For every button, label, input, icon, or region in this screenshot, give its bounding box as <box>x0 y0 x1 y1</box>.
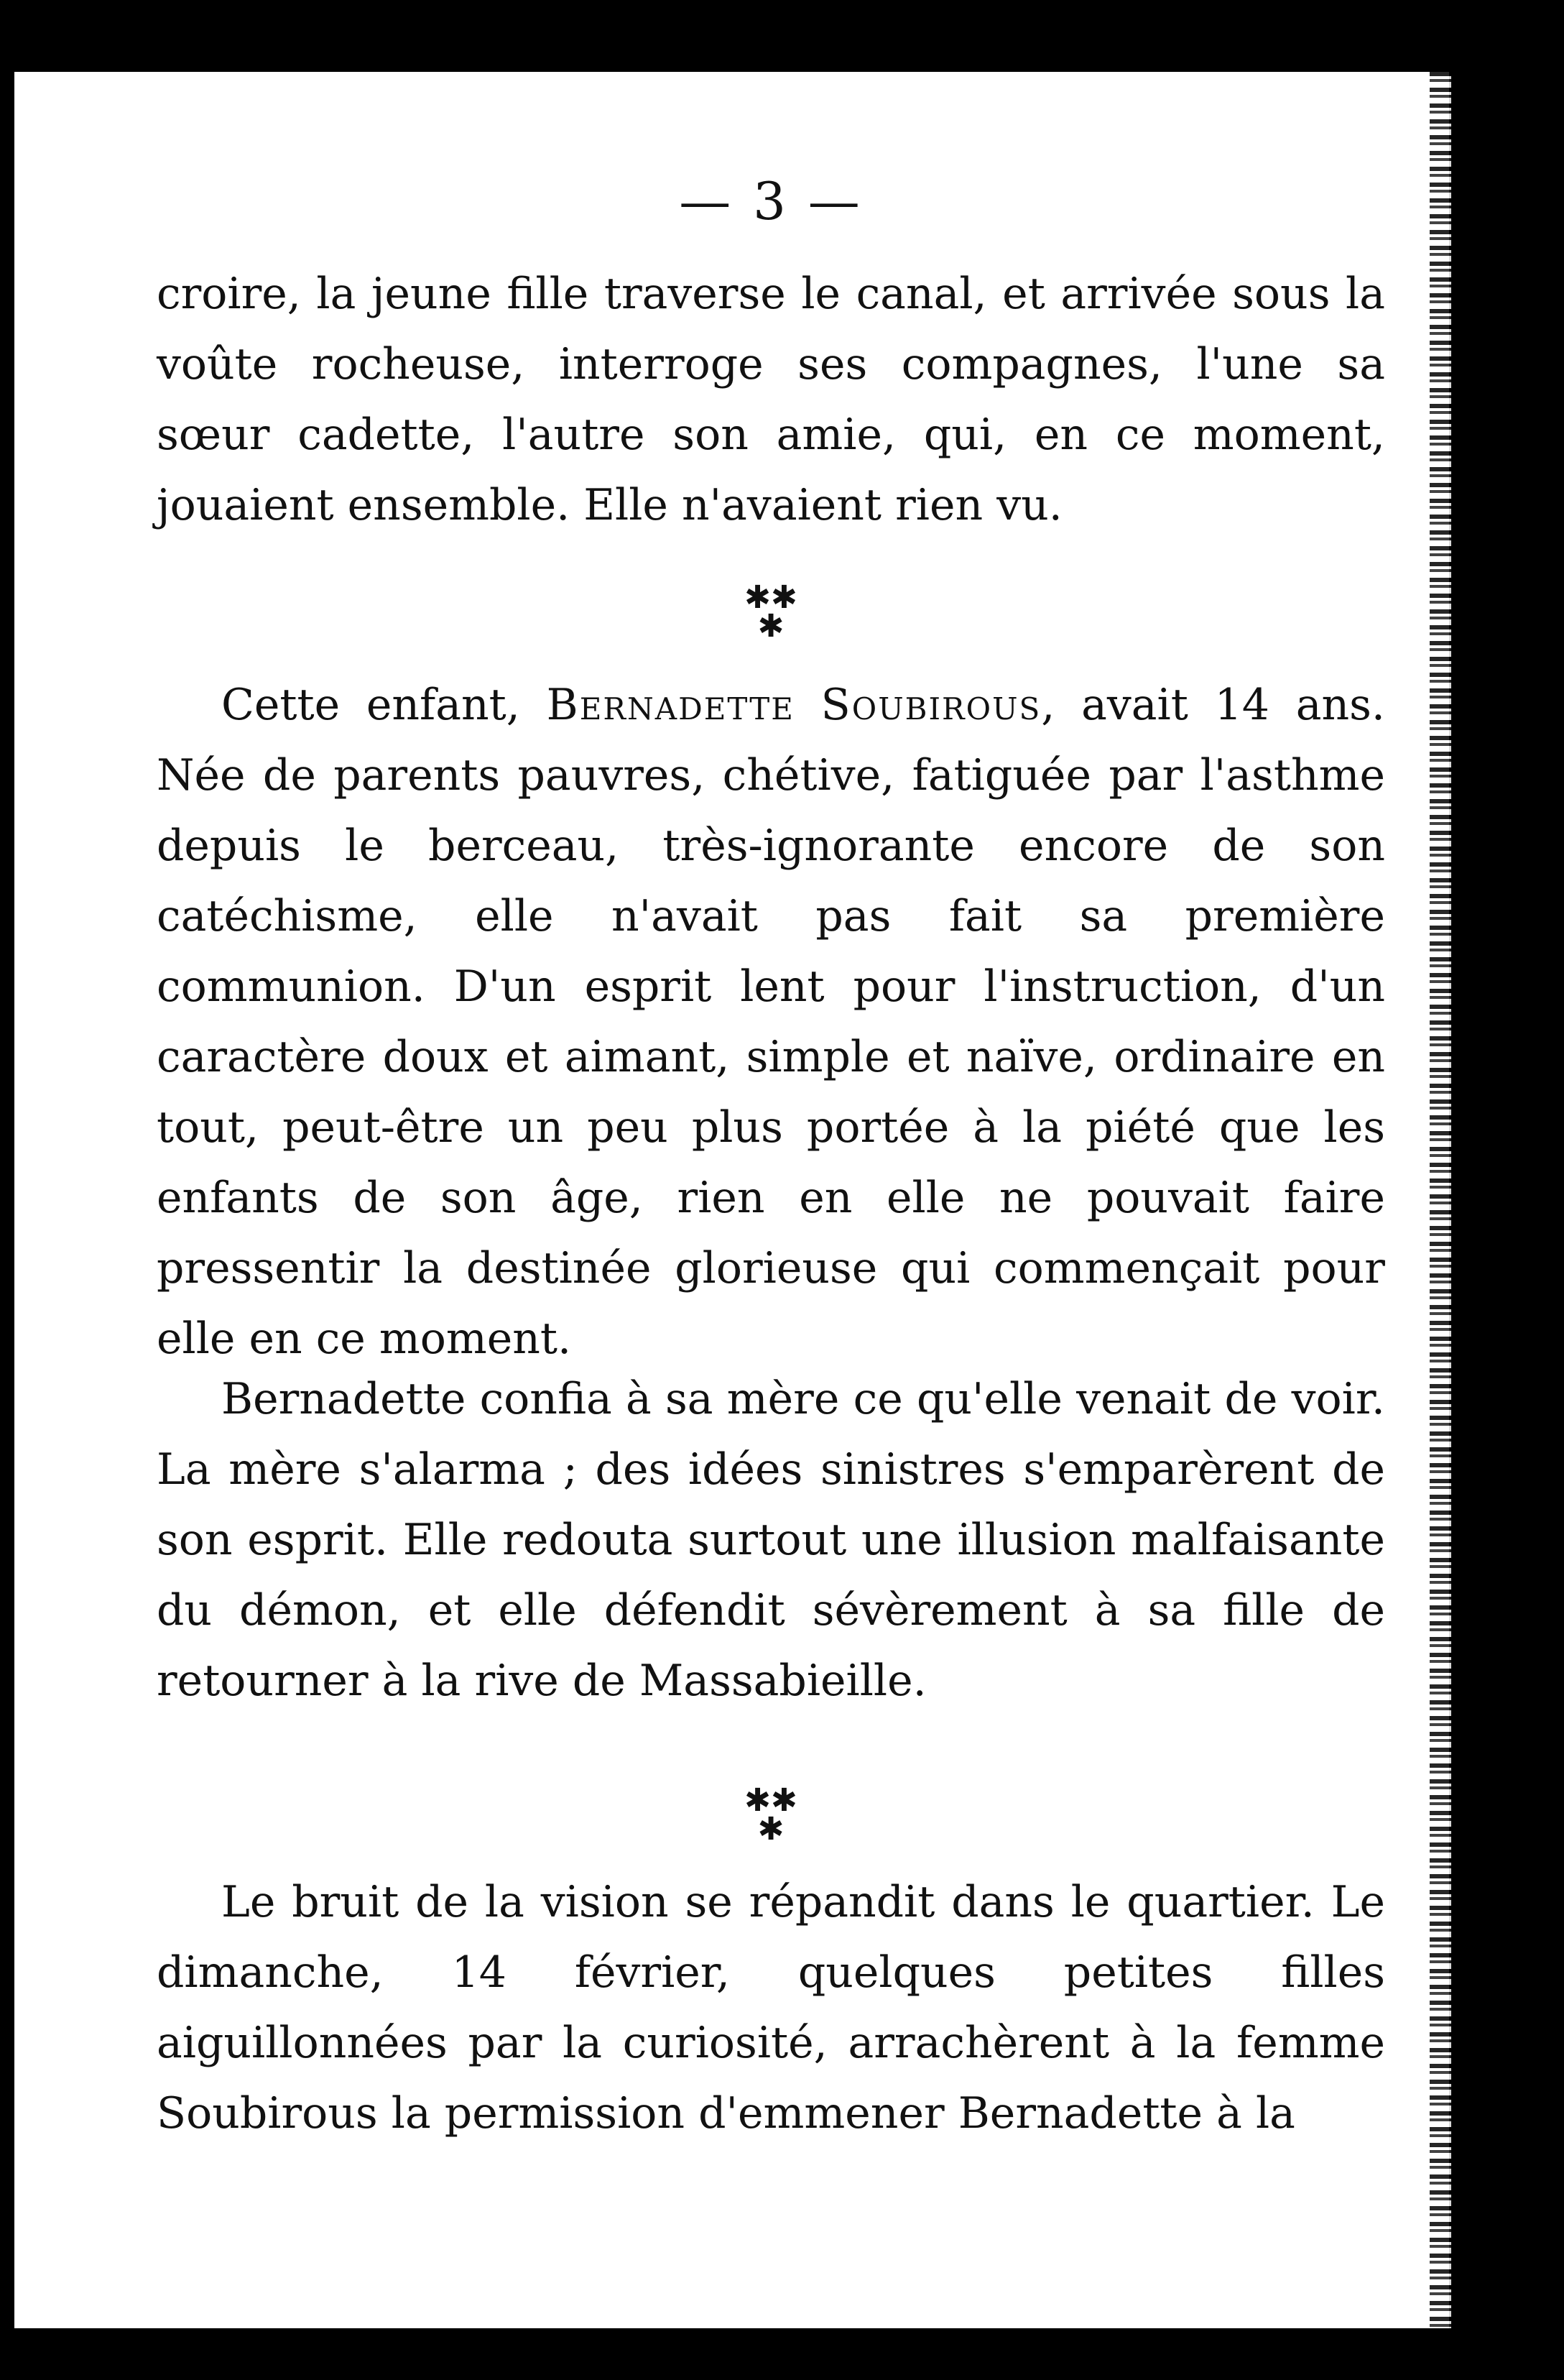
paragraph-2-body: , avait 14 ans. Née de parents pauvres, chétive, fatiguée par l'asthme depuis le berceau, très-ignorante encore de son catéchisme, elle n'avait pas fait sa première communion. D'un esprit lent pour l'instruction, d'un caractère doux et aimant, simple et naïve, ordinaire en tout, peut-être un peu plus portée à la piété que les enfants de son âge, rien en elle ne pouvait faire pressentir la destinée glorieuse qui commençait pour elle en ce moment. <box>157 680 1385 1364</box>
asterism-bottom: ✱ <box>757 608 785 645</box>
page-left-edge <box>9 72 14 2328</box>
asterism-ornament-1 <box>157 579 1385 645</box>
paragraph-2 <box>157 670 1385 1374</box>
paragraph-4: Le bruit de la vision se répandit dans le quartier. Le dimanche, 14 février, quelques petites filles aiguillonnées par la curiosité, arrachèrent à la femme Soubirous la permission d'emmener Bernadette à la <box>157 1877 1385 2139</box>
page-right-edge <box>1430 72 1451 2328</box>
paragraph-1: croire, la jeune fille traverse le canal, et arrivée sous la voûte rocheuse, interroge ses compagnes, l'une sa sœur cadette, l'autre son amie, qui, en ce moment, jouaient ensemble. Elle n'avaient rien vu. <box>157 269 1385 530</box>
name-soubirous: Soubirous <box>820 680 1042 730</box>
asterism-ornament-2 <box>157 1782 1385 1848</box>
name-bernadette: Bernadette <box>546 680 795 730</box>
page-number: — 3 — <box>679 171 863 231</box>
asterism-top: ✱✱ <box>744 579 797 616</box>
asterism-bottom: ✱ <box>757 1811 785 1848</box>
asterism-top: ✱✱ <box>744 1782 797 1819</box>
paragraph-3: Bernadette confia à sa mère ce qu'elle venait de voir. La mère s'alarma ; des idées sinistres s'emparèrent de son esprit. Elle redouta surtout une illusion malfaisante du démon, et elle défendit sévèrement à sa fille de retourner à la rive de Massabieille. <box>157 1374 1385 1706</box>
paragraph-2-lead: Cette enfant, <box>221 680 547 730</box>
